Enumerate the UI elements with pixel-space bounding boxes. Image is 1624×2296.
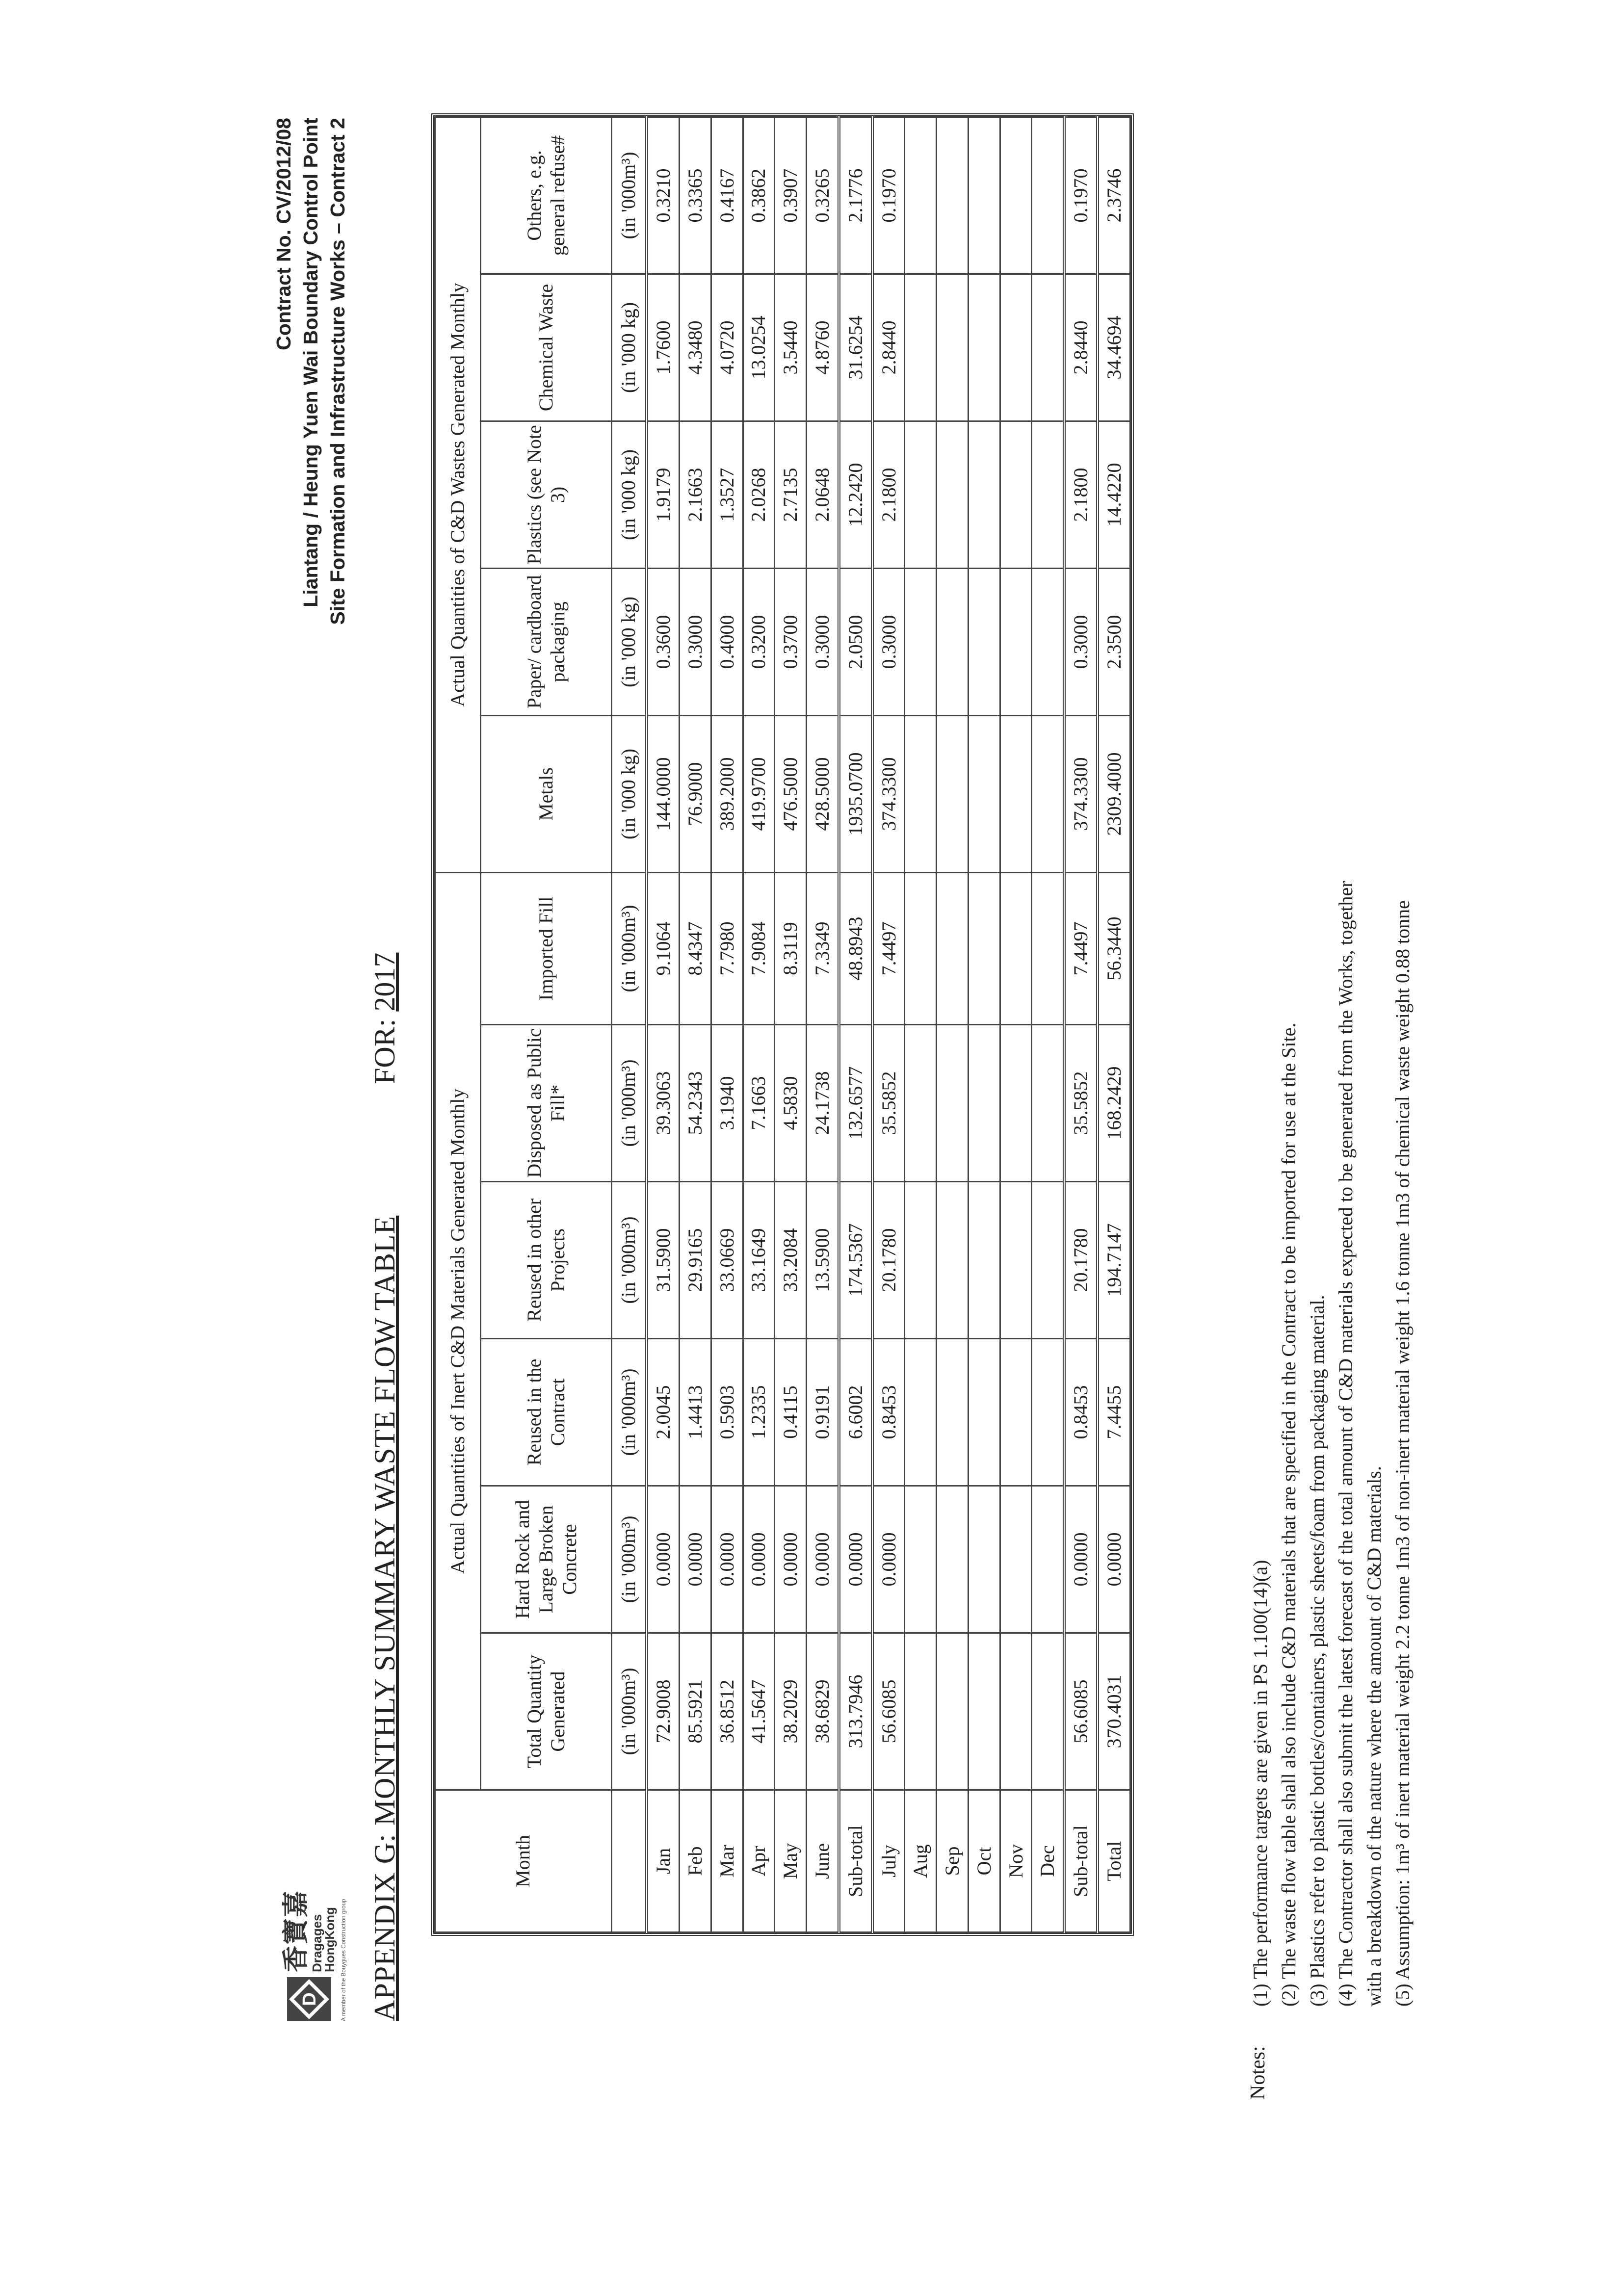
value-cell: 39.3063 (647, 1025, 679, 1182)
value-cell (1032, 274, 1064, 421)
value-cell: 3.1940 (711, 1025, 743, 1182)
month-cell: Dec (1032, 1790, 1064, 1932)
month-cell: Nov (1000, 1790, 1032, 1932)
value-cell: 20.1780 (1064, 1182, 1098, 1339)
value-cell: 7.7980 (711, 872, 743, 1024)
note-line: with a breakdown of the nature where the amount of C&D materials. (1363, 1466, 1385, 2007)
note-line: (4) The Contractor shall also submit the latest forecast of the total amount of C&D materials expected to be generated from the Works, together (1335, 881, 1357, 2007)
table-row (905, 117, 937, 1932)
table-row (872, 117, 905, 1932)
value-cell (905, 872, 937, 1024)
value-cell: 33.1649 (743, 1182, 775, 1339)
value-cell: 0.8453 (872, 1339, 905, 1486)
value-cell: 2.0500 (839, 568, 872, 715)
value-cell: 0.1970 (872, 117, 905, 274)
unit-label: (in '000m³) (611, 1182, 647, 1339)
value-cell (905, 1633, 937, 1790)
value-cell: 8.4347 (680, 872, 711, 1024)
value-cell (1000, 274, 1032, 421)
value-cell (937, 117, 969, 274)
value-cell: 313.7946 (839, 1633, 872, 1790)
value-cell: 41.5647 (743, 1633, 775, 1790)
group-header-inert: Actual Quantities of Inert C&D Materials Generated Monthly (435, 872, 481, 1790)
value-cell: 6.6002 (839, 1339, 872, 1486)
value-cell (937, 715, 969, 872)
value-cell: 9.1064 (647, 872, 679, 1024)
value-cell: 3.5440 (775, 274, 807, 421)
value-cell: 8.3119 (775, 872, 807, 1024)
value-cell (1032, 872, 1064, 1024)
unit-label: (in '000 kg) (611, 274, 647, 421)
svg-text:D: D (299, 1992, 320, 2006)
value-cell: 1.2335 (743, 1339, 775, 1486)
value-cell: 0.8453 (1064, 1339, 1098, 1486)
group-header-cd-waste: Actual Quantities of C&D Wastes Generated Monthly (435, 117, 481, 872)
month-cell: Total (1098, 1790, 1130, 1932)
value-cell: 7.4497 (872, 872, 905, 1024)
value-cell (968, 715, 1000, 872)
value-cell (937, 421, 969, 568)
value-cell: 2.0268 (743, 421, 775, 568)
table-row (1098, 117, 1130, 1932)
table-units-row (611, 117, 647, 1932)
value-cell: 132.6577 (839, 1025, 872, 1182)
value-cell: 1.4413 (680, 1339, 711, 1486)
note-line: (5) Assumption: 1m³ of inert material weight 2.2 tonne 1m3 of non-inert material weight 1.6 tonne 1m3 of chemical waste weight 0.88 tonne (1391, 900, 1414, 2007)
value-cell: 0.0000 (711, 1486, 743, 1633)
value-cell: 2.8440 (872, 274, 905, 421)
value-cell (937, 1182, 969, 1339)
value-cell: 12.2420 (839, 421, 872, 568)
month-cell: Jan (647, 1790, 679, 1932)
value-cell (1032, 421, 1064, 568)
unit-label: (in '000m³) (611, 872, 647, 1024)
value-cell: 38.6829 (807, 1633, 839, 1790)
value-cell (905, 1025, 937, 1182)
unit-label: (in '000 kg) (611, 568, 647, 715)
year-value: 2017 (368, 952, 401, 1012)
logo-name-line2: HongKong (322, 1907, 337, 1972)
value-cell (968, 421, 1000, 568)
value-cell (905, 1182, 937, 1339)
month-cell: Sub-total (1064, 1790, 1098, 1932)
value-cell: 35.5852 (1064, 1025, 1098, 1182)
value-cell (968, 117, 1000, 274)
table-row (743, 117, 775, 1932)
value-cell (1032, 568, 1064, 715)
value-cell (1000, 1486, 1032, 1633)
value-cell: 0.3700 (775, 568, 807, 715)
works-name: Site Formation and Infrastructure Works – Contract 2 (326, 118, 349, 625)
value-cell: 1.9179 (647, 421, 679, 568)
column-header: Reused in other Projects (480, 1182, 611, 1339)
table-row (680, 117, 711, 1932)
value-cell: 36.8512 (711, 1633, 743, 1790)
page-title: APPENDIX G: MONTHLY SUMMARY WASTE FLOW TABLE (368, 1215, 401, 2021)
value-cell: 2.0045 (647, 1339, 679, 1486)
value-cell: 2.0648 (807, 421, 839, 568)
value-cell: 0.3862 (743, 117, 775, 274)
value-cell: 0.3000 (1064, 568, 1098, 715)
value-cell: 389.2000 (711, 715, 743, 872)
value-cell (1000, 1025, 1032, 1182)
value-cell: 0.1970 (1064, 117, 1098, 274)
value-cell: 0.0000 (1098, 1486, 1130, 1633)
logo-name-line1: Dragages (310, 1914, 324, 1972)
value-cell: 33.2084 (775, 1182, 807, 1339)
value-cell: 14.4220 (1098, 421, 1130, 568)
unit-label: (in '000m³) (611, 117, 647, 274)
value-cell: 2.1800 (1064, 421, 1098, 568)
value-cell: 1.3527 (711, 421, 743, 568)
value-cell (1032, 715, 1064, 872)
value-cell: 1.7600 (647, 274, 679, 421)
table-row (1064, 117, 1098, 1932)
waste-flow-table (434, 116, 1131, 1933)
value-cell: 2.3746 (1098, 117, 1130, 274)
month-cell: July (872, 1790, 905, 1932)
column-header: Imported Fill (480, 872, 611, 1024)
value-cell: 168.2429 (1098, 1025, 1130, 1182)
year-heading (368, 953, 402, 1084)
value-cell (937, 1025, 969, 1182)
table-group-header-row (435, 117, 481, 1932)
column-header: Reused in the Contract (480, 1339, 611, 1486)
value-cell: 56.3440 (1098, 872, 1130, 1024)
contract-number: Contract No. CV/2012/08 (272, 118, 295, 350)
value-cell: 34.4694 (1098, 274, 1130, 421)
notes-title: Notes: (1247, 2046, 1269, 2100)
value-cell (905, 1486, 937, 1633)
column-header: Hard Rock and Large Broken Concrete (480, 1486, 611, 1633)
value-cell: 0.4000 (711, 568, 743, 715)
value-cell: 31.5900 (647, 1182, 679, 1339)
value-cell (968, 1486, 1000, 1633)
value-cell (1000, 568, 1032, 715)
month-cell: Mar (711, 1790, 743, 1932)
value-cell (968, 872, 1000, 1024)
value-cell (937, 872, 969, 1024)
table-row (1032, 117, 1064, 1932)
value-cell: 7.9084 (743, 872, 775, 1024)
value-cell (1032, 117, 1064, 274)
value-cell (937, 1486, 969, 1633)
value-cell (937, 274, 969, 421)
value-cell: 76.9000 (680, 715, 711, 872)
value-cell: 24.1738 (807, 1025, 839, 1182)
unit-label: (in '000m³) (611, 1486, 647, 1633)
logo-chinese-name: 香寶嘉 (280, 1890, 311, 1972)
value-cell (968, 1025, 1000, 1182)
column-header-month: Month (435, 1790, 612, 1932)
value-cell: 20.1780 (872, 1182, 905, 1339)
note-line: (3) Plastics refer to plastic bottles/containers, plastic sheets/foam from packaging material. (1306, 1295, 1328, 2007)
value-cell: 0.3000 (680, 568, 711, 715)
column-header: Total Quantity Generated (480, 1633, 611, 1790)
month-cell: Apr (743, 1790, 775, 1932)
value-cell: 0.3365 (680, 117, 711, 274)
note-line: (2) The waste flow table shall also include C&D materials that are specified in the Contract to be imported for use at the Site. (1278, 1022, 1300, 2007)
logo-tagline: A member of the Bouygues Construction group (340, 1899, 347, 2021)
value-cell (1000, 872, 1032, 1024)
value-cell: 38.2029 (775, 1633, 807, 1790)
value-cell (1000, 421, 1032, 568)
value-cell: 7.4455 (1098, 1339, 1130, 1486)
value-cell: 0.0000 (872, 1486, 905, 1633)
value-cell (937, 1633, 969, 1790)
value-cell (968, 1339, 1000, 1486)
value-cell: 476.5000 (775, 715, 807, 872)
value-cell: 35.5852 (872, 1025, 905, 1182)
value-cell: 2.1800 (872, 421, 905, 568)
value-cell: 7.1663 (743, 1025, 775, 1182)
value-cell: 2.7135 (775, 421, 807, 568)
value-cell: 2.8440 (1064, 274, 1098, 421)
value-cell: 0.0000 (1064, 1486, 1098, 1633)
value-cell: 4.8760 (807, 274, 839, 421)
value-cell: 0.3000 (872, 568, 905, 715)
value-cell (968, 1182, 1000, 1339)
value-cell: 0.3265 (807, 117, 839, 274)
value-cell: 0.4115 (775, 1339, 807, 1486)
value-cell (968, 568, 1000, 715)
value-cell (968, 274, 1000, 421)
value-cell: 0.0000 (775, 1486, 807, 1633)
value-cell: 174.5367 (839, 1182, 872, 1339)
value-cell: 13.0254 (743, 274, 775, 421)
month-cell: Feb (680, 1790, 711, 1932)
column-header: Metals (480, 715, 611, 872)
month-cell: Sub-total (839, 1790, 872, 1932)
value-cell: 0.0000 (647, 1486, 679, 1633)
value-cell: 374.3300 (872, 715, 905, 872)
value-cell: 1935.0700 (839, 715, 872, 872)
table-row (839, 117, 872, 1932)
value-cell (1000, 117, 1032, 274)
value-cell (937, 1339, 969, 1486)
table-row (647, 117, 679, 1932)
column-header: Chemical Waste (480, 274, 611, 421)
value-cell (1032, 1339, 1064, 1486)
value-cell: 13.5900 (807, 1182, 839, 1339)
note-line: (1) The performance targets are given in PS 1.100(14)(a) (1249, 1560, 1271, 2007)
value-cell (905, 421, 937, 568)
value-cell (905, 715, 937, 872)
value-cell: 0.3200 (743, 568, 775, 715)
unit-label: (in '000m³) (611, 1025, 647, 1182)
unit-label: (in '000 kg) (611, 421, 647, 568)
column-header: Paper/ cardboard packaging (480, 568, 611, 715)
unit-label: (in '000 kg) (611, 715, 647, 872)
month-cell: May (775, 1790, 807, 1932)
value-cell: 33.0669 (711, 1182, 743, 1339)
column-header: Disposed as Public Fill* (480, 1025, 611, 1182)
value-cell: 194.7147 (1098, 1182, 1130, 1339)
value-cell: 0.5903 (711, 1339, 743, 1486)
table-row (937, 117, 969, 1932)
project-name: Liantang / Heung Yuen Wai Boundary Control Point (299, 118, 322, 607)
value-cell: 4.5830 (775, 1025, 807, 1182)
value-cell: 0.0000 (680, 1486, 711, 1633)
value-cell: 0.3000 (807, 568, 839, 715)
value-cell: 419.9700 (743, 715, 775, 872)
column-header: Others, e.g. general refuse# (480, 117, 611, 274)
table-row (968, 117, 1000, 1932)
column-header: Plastics (see Note 3) (480, 421, 611, 568)
value-cell (1032, 1633, 1064, 1790)
value-cell: 370.4031 (1098, 1633, 1130, 1790)
value-cell: 2.1663 (680, 421, 711, 568)
value-cell: 48.8943 (839, 872, 872, 1024)
value-cell (968, 1633, 1000, 1790)
unit-label: (in '000m³) (611, 1633, 647, 1790)
table-row (1000, 117, 1032, 1932)
unit-label: (in '000m³) (611, 1339, 647, 1486)
value-cell: 0.9191 (807, 1339, 839, 1486)
table-column-header-row (480, 117, 611, 1932)
value-cell: 4.3480 (680, 274, 711, 421)
value-cell: 56.6085 (872, 1633, 905, 1790)
value-cell: 0.3600 (647, 568, 679, 715)
value-cell (1032, 1025, 1064, 1182)
value-cell: 2.1776 (839, 117, 872, 274)
month-cell: Sep (937, 1790, 969, 1932)
value-cell: 85.5921 (680, 1633, 711, 1790)
value-cell (905, 1339, 937, 1486)
value-cell (1000, 1633, 1032, 1790)
company-logo (282, 1850, 356, 2021)
value-cell: 7.3349 (807, 872, 839, 1024)
value-cell: 4.0720 (711, 274, 743, 421)
unit-label (611, 1790, 647, 1932)
value-cell (905, 274, 937, 421)
table-row (775, 117, 807, 1932)
value-cell: 0.4167 (711, 117, 743, 274)
value-cell: 29.9165 (680, 1182, 711, 1339)
value-cell: 2309.4000 (1098, 715, 1130, 872)
month-cell: Aug (905, 1790, 937, 1932)
value-cell: 428.5000 (807, 715, 839, 872)
value-cell (1032, 1486, 1064, 1633)
value-cell: 2.3500 (1098, 568, 1130, 715)
value-cell: 0.3210 (647, 117, 679, 274)
month-cell: Oct (968, 1790, 1000, 1932)
value-cell: 374.3300 (1064, 715, 1098, 872)
month-cell: June (807, 1790, 839, 1932)
value-cell: 0.0000 (839, 1486, 872, 1633)
value-cell: 0.0000 (743, 1486, 775, 1633)
value-cell: 54.2343 (680, 1025, 711, 1182)
value-cell (1000, 715, 1032, 872)
value-cell: 56.6085 (1064, 1633, 1098, 1790)
value-cell (937, 568, 969, 715)
value-cell: 144.0000 (647, 715, 679, 872)
value-cell: 0.3907 (775, 117, 807, 274)
value-cell (1032, 1182, 1064, 1339)
value-cell (905, 568, 937, 715)
value-cell (1000, 1339, 1032, 1486)
dragages-diamond-icon (287, 1977, 331, 2021)
for-label: FOR: (368, 1011, 401, 1084)
value-cell (1000, 1182, 1032, 1339)
value-cell (905, 117, 937, 274)
table-row (711, 117, 743, 1932)
value-cell: 72.9008 (647, 1633, 679, 1790)
notes-list (1246, 93, 1417, 2007)
value-cell: 7.4497 (1064, 872, 1098, 1024)
table-row (807, 117, 839, 1932)
value-cell: 31.6254 (839, 274, 872, 421)
value-cell: 0.0000 (807, 1486, 839, 1633)
